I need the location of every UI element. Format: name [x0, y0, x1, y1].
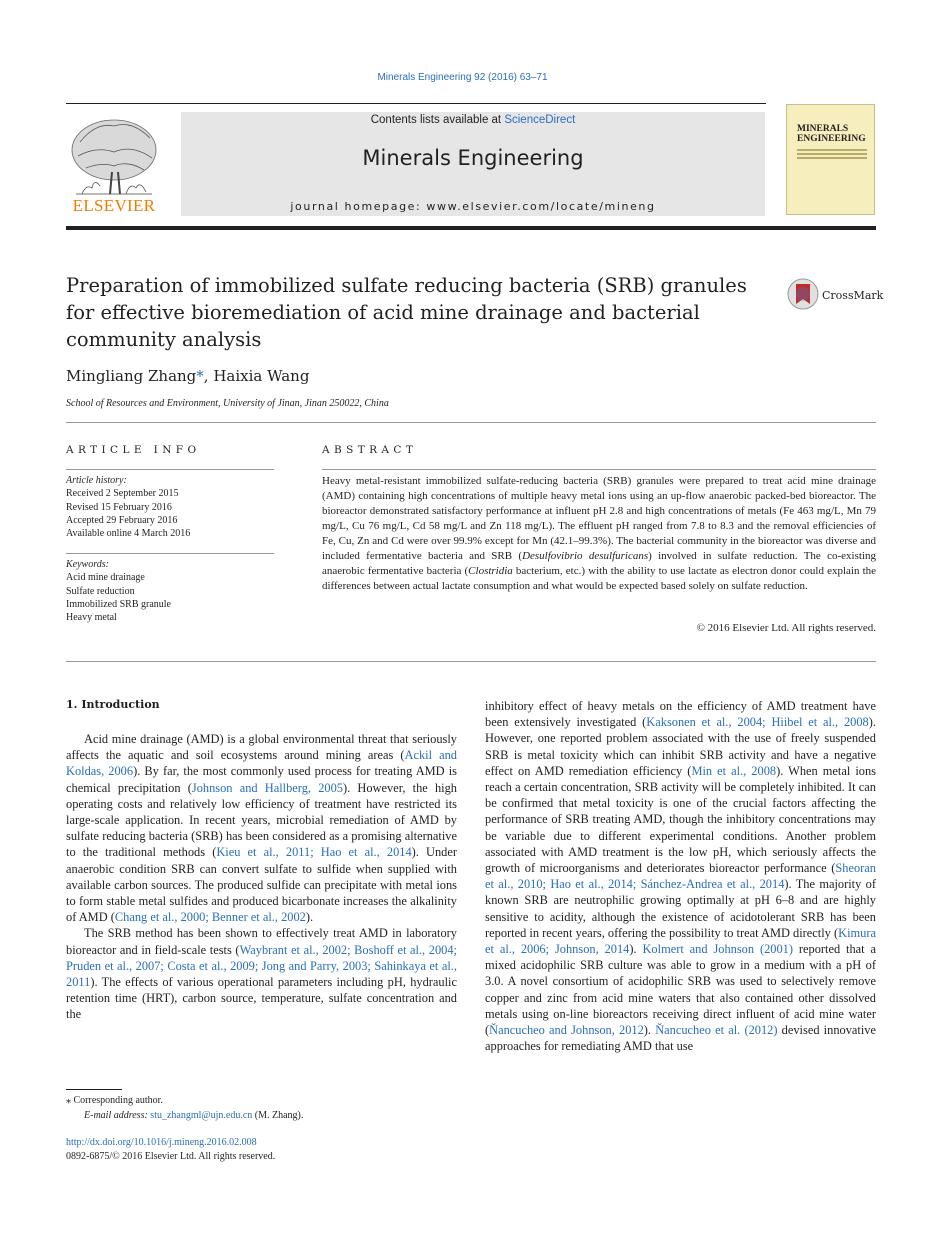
- abstract-run: Heavy metal-resistant immobilized sulfate-reducing bacteria (SRB) granules were prepared to treat acid mine drainage (AMD) containing high concentrations of multiple heavy metal ions using an up-flow anaerobic packed-bed bioreactor. The bioreactor demonstrated satisfactory performance at influent pH 2.8 and high concentrations of metals (Fe 463 mg/L, Mn 79 mg/L, Cu 76 mg/L, Cd 58 mg/L and Zn 118 mg/L). The effluent pH ranged from 7.8 to 8.3 and the removal efficiencies of Fe, Cu, Zn and Cd were over 99.9% except for Mn (42.1–99.3%). The bacterial community in the bioreactor was diverse and included fermentative bacteria and SRB (: [322, 475, 876, 562]
- citation-link[interactable]: Kieu et al., 2011; Hao et al., 2014: [216, 845, 412, 860]
- author-name[interactable]: Mingliang Zhang: [66, 367, 197, 385]
- citation-link[interactable]: Johnson and Hallberg, 2005: [191, 780, 343, 795]
- affiliation: School of Resources and Environment, University of Jinan, Jinan 250022, China: [66, 398, 389, 409]
- citation-link[interactable]: Sheoran et al., 2010; Hao et al., 2014; Sánchez-Andrea et al., 2014: [485, 861, 876, 892]
- crossmark-icon[interactable]: [787, 278, 819, 310]
- text-run: ). When metal ions reach a certain concentration, SRB activity will be completely inhibited. It can be confirmed that metal toxicity is one of the crucial factors affecting the performance of SRB treating AMD, though the inhibitory concentrations may be variable due to different experimental conditions. Another problem associated with AMD treatment is the low pH, which seriously affects the growth of microorganisms and deteriorates bioreactor performance (: [485, 763, 876, 876]
- journal-homepage[interactable]: journal homepage: www.elsevier.com/locate/mineng: [290, 200, 656, 213]
- abstract-run: ) involved in sulfate reduction. The co-existing anaerobic fermentative bacteria (: [322, 550, 876, 577]
- citation-link[interactable]: Kaksonen et al., 2004; Hiibel et al., 2008: [646, 715, 869, 730]
- journal-title: Minerals Engineering: [362, 146, 584, 170]
- text-run: devised innovative approaches for remediating AMD that use: [485, 1023, 876, 1054]
- abstract-species: Desulfovibrio desulfuricans: [522, 550, 649, 562]
- abstract-run: bacterium, etc.) with the ability to use lactate as electron donor could explain the differences between actual lactate consumption and what would be expected based solely on sulfate reduction.: [322, 565, 877, 592]
- paragraph: [66, 925, 457, 1022]
- contents-prefix: Contents lists available at: [370, 114, 505, 126]
- abstract-heading: ABSTRACT: [322, 444, 418, 456]
- citation-link[interactable]: Ackil and Koldas, 2006: [66, 748, 457, 779]
- text-run: inhibitory effect of heavy metals on the efficiency of AMD treatment have been extensively investigated (: [485, 699, 876, 730]
- history-label: Article history:: [66, 475, 127, 486]
- keyword: Acid mine drainage: [66, 572, 145, 584]
- author-name[interactable]: , Haixia Wang: [203, 367, 310, 385]
- email-label: E-mail address:: [84, 1109, 151, 1121]
- text-run: ). By far, the most commonly used process for treating AMD is chemical precipitation (: [66, 764, 457, 795]
- history-entry: Revised 15 February 2016: [66, 501, 172, 513]
- text-run: ). The effects of various operational parameters including pH, hydraulic retention time (HRT), carbon source, temperature, sulfate concentration and the: [66, 975, 457, 1022]
- crossmark-label[interactable]: CrossMark: [822, 289, 884, 302]
- citation-link[interactable]: Kimura et al., 2006; Johnson, 2014: [485, 925, 876, 957]
- history-entry: Accepted 29 February 2016: [66, 514, 178, 526]
- text-run: ).: [643, 1023, 656, 1038]
- footnote-marker: ⁎: [66, 1095, 71, 1106]
- divider: [322, 469, 876, 470]
- cover-text-lines: [797, 149, 867, 161]
- divider: [66, 469, 274, 470]
- keyword: Immobilized SRB granule: [66, 598, 171, 610]
- abstract-copyright: © 2016 Elsevier Ltd. All rights reserved.: [696, 622, 876, 634]
- author-list: [66, 367, 309, 385]
- text-run: ).: [305, 910, 314, 925]
- elsevier-wordmark: ELSEVIER: [72, 196, 156, 215]
- email-suffix: (M. Zhang).: [252, 1109, 304, 1121]
- corresponding-author-note: Corresponding author.: [71, 1095, 163, 1106]
- abstract-text: [322, 474, 876, 594]
- text-run: ). However, one reported problem associated with the use of freely suspended SRB is metal toxicity which can inhibit SRB activity and have a negative effect on AMD remediation efficiency (: [485, 715, 876, 778]
- text-run: reported that a mixed acidophilic SRB culture was able to grow in a medium with a pH of 3.0. A novel consortium of acidophilic SRB was used to selectively remove copper and zinc from acid mine waters that also contained other dissolved metals using on-line bioreactors receiving direct influent of acid mine water (: [485, 942, 877, 1038]
- text-run: ). The majority of known SRB are neutrophilic growing optimally at pH 6–8 and are highly sensitive to acidity, although the existence of acidotolerant SRB has been reported in recent years, offering the possibility to treat AMD directly (: [485, 877, 876, 940]
- doi-block: [66, 1136, 275, 1164]
- history-entry: Available online 4 March 2016: [66, 528, 191, 540]
- keywords-label: Keywords:: [66, 559, 109, 570]
- sciencedirect-link[interactable]: ScienceDirect: [504, 114, 576, 126]
- article-title: Preparation of immobilized sulfate reducing bacteria (SRB) granules for effective bioremediation of acid mine drainage and bacterial community analysis: [66, 274, 747, 351]
- text-run: ). However, the high operating costs and relatively low efficiency of treatment have restricted its large-scale application. In recent years, microbial remediation of AMD by sulfate reducing bacteria (SRB) has been considered as a promising alternative to the traditional methods (: [66, 780, 458, 860]
- abstract-species: Clostridia: [468, 565, 513, 577]
- divider: [66, 553, 274, 554]
- citation-link[interactable]: Waybrant et al., 2002; Boshoff et al., 2004; Pruden et al., 2007; Costa et al., 2009; Jong and Parry, 2003; Sahinkaya et al., 2011: [66, 942, 457, 990]
- text-run: Acid mine drainage (AMD) is a global environmental threat that seriously affects the aquatic and soil ecosystems around mining areas (: [66, 732, 457, 763]
- issn-copyright: 0892-6875/© 2016 Elsevier Ltd. All rights reserved.: [66, 1151, 276, 1162]
- cover-title: MINERALS ENGINEERING: [797, 124, 866, 144]
- article-info-heading: ARTICLE INFO: [66, 444, 201, 456]
- text-run: The SRB method has been shown to effectively treat AMD in laboratory bioreactor and in field-scale tests (: [66, 926, 457, 957]
- article-history: [66, 474, 274, 540]
- citation-link[interactable]: Kolmert and Johnson (2001): [642, 942, 793, 957]
- paragraph: [485, 698, 876, 1054]
- citation-link[interactable]: Chang et al., 2000; Benner et al., 2002: [114, 910, 306, 925]
- paragraph: [66, 731, 457, 925]
- section-heading-introduction: 1. Introduction: [66, 698, 160, 711]
- contents-available-line: [181, 114, 765, 126]
- header-rule: [66, 226, 876, 230]
- body-column-right: [485, 698, 876, 1054]
- doi-link[interactable]: http://dx.doi.org/10.1016/j.mineng.2016.02.008: [66, 1137, 257, 1148]
- email-link[interactable]: stu_zhangml@ujn.edu.cn: [150, 1109, 253, 1121]
- section-divider: [66, 422, 876, 423]
- section-divider: [66, 661, 876, 662]
- text-run: ).: [629, 942, 643, 957]
- header-divider: [66, 103, 766, 104]
- body-column-left: [66, 731, 457, 1023]
- citation-link[interactable]: Ňancucheo et al. (2012): [655, 1023, 778, 1038]
- keyword: Sulfate reduction: [66, 585, 135, 597]
- journal-citation-link[interactable]: Minerals Engineering 92 (2016) 63–71: [377, 72, 548, 83]
- keywords-list: [66, 558, 274, 624]
- text-run: ). Under anaerobic condition SRB can convert sulfate to sulfide when supplied with available carbon sources. The produced sulfide can precipitate with metal ions to form stable metal sulfides and produced bicarbonate increases the alkalinity of AMD (: [66, 845, 457, 925]
- footnote-rule: [66, 1089, 122, 1090]
- citation-link[interactable]: Min et al., 2008: [691, 763, 777, 778]
- keyword: Heavy metal: [66, 612, 117, 624]
- corresponding-author-marker[interactable]: *: [196, 367, 204, 385]
- citation-link[interactable]: Ňancucheo and Johnson, 2012: [489, 1023, 644, 1038]
- footnote: [66, 1094, 303, 1123]
- history-entry: Received 2 September 2015: [66, 488, 179, 500]
